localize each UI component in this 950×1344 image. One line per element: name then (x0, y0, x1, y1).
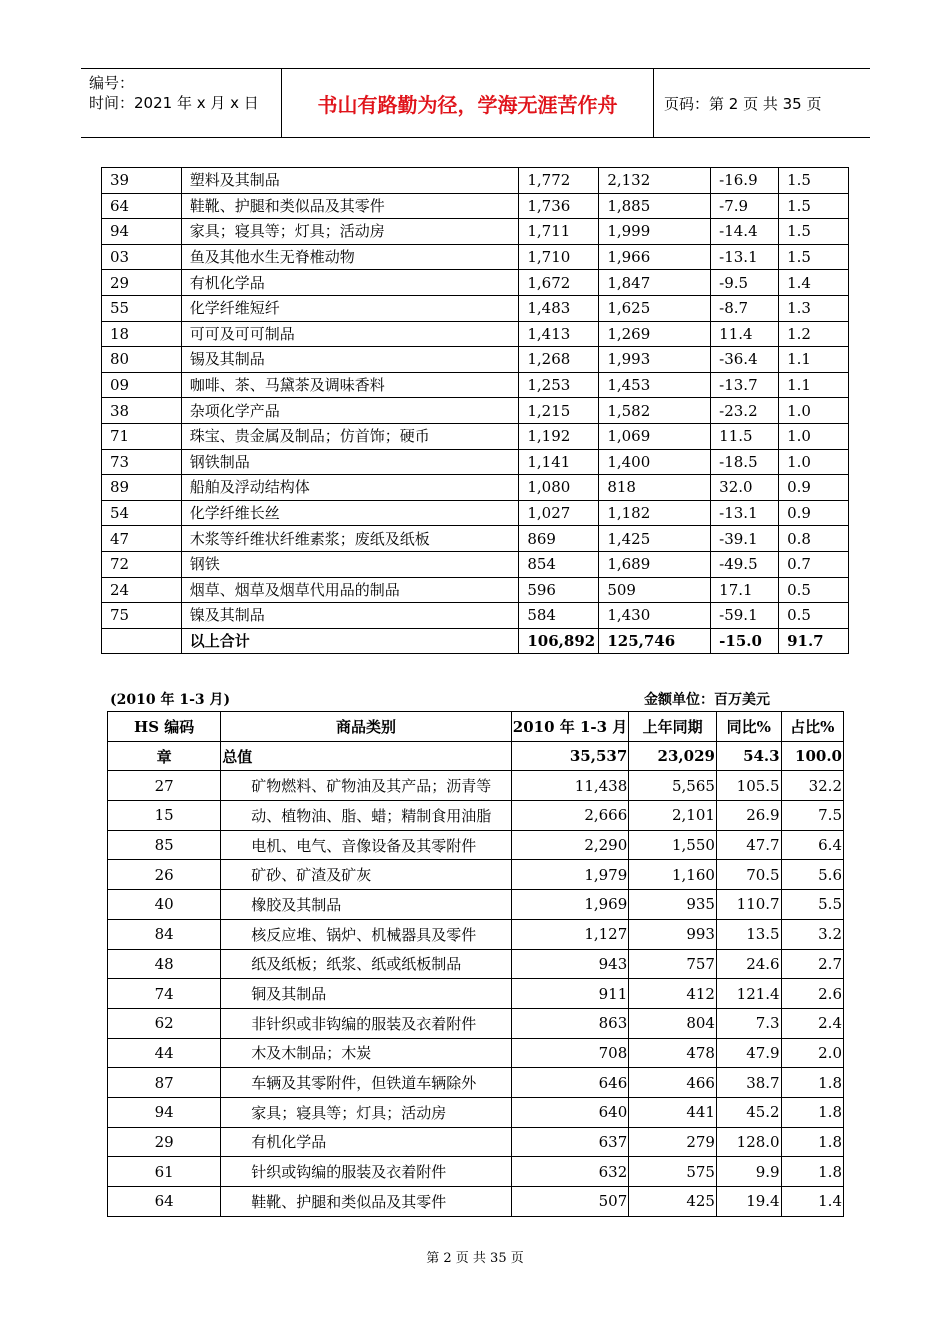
table-cell: 木浆等纤维状纤维素浆；废纸及纸板 (181, 526, 519, 552)
table-cell: 38.7 (716, 1068, 781, 1098)
column-header: 占比% (781, 712, 843, 742)
table-cell: 1,969 (511, 890, 629, 920)
table-cell: -15.0 (711, 628, 779, 654)
table-cell: 71 (102, 423, 182, 449)
table-cell: 章 (108, 741, 221, 771)
table-cell: 15 (108, 801, 221, 831)
table-cell: 矿物燃料、矿物油及其产品；沥青等 (221, 771, 512, 801)
table-cell: 1,966 (599, 244, 711, 270)
table2-period: (2010 年 1-3 月) (110, 692, 231, 708)
table-cell: 27 (108, 771, 221, 801)
table-cell: 818 (599, 475, 711, 501)
table-cell: 1,993 (599, 347, 711, 373)
table-cell: 1,141 (519, 449, 599, 475)
table-cell: 32.2 (781, 771, 843, 801)
table-cell: 1.1 (779, 347, 849, 373)
table-cell: 烟草、烟草及烟草代用品的制品 (181, 577, 519, 603)
table-cell: 29 (108, 1127, 221, 1157)
table-row (108, 741, 844, 771)
table-cell: 54 (102, 500, 182, 526)
table-cell: 425 (629, 1187, 717, 1217)
header-motto: 书山有路勤为径，学海无涯苦作舟 (281, 69, 654, 137)
table-cell: 1.0 (779, 423, 849, 449)
table-cell: -13.1 (711, 244, 779, 270)
table-row (108, 1097, 844, 1127)
table-row (108, 1127, 844, 1157)
table-cell: 1,080 (519, 475, 599, 501)
table-cell: 1,483 (519, 295, 599, 321)
table-cell: 橡胶及其制品 (221, 890, 512, 920)
table-cell: 507 (511, 1187, 629, 1217)
table-cell: 1.8 (781, 1097, 843, 1127)
table-cell: 1.8 (781, 1157, 843, 1187)
column-header: 同比% (716, 712, 781, 742)
table-cell: -18.5 (711, 449, 779, 475)
table-cell: 100.0 (781, 741, 843, 771)
table-cell: -23.2 (711, 398, 779, 424)
table-cell: 3.2 (781, 919, 843, 949)
table-cell: 993 (629, 919, 717, 949)
column-header: 商品类别 (221, 712, 512, 742)
table-cell: 26 (108, 860, 221, 890)
table-row (108, 1068, 844, 1098)
table-cell: 1,182 (599, 500, 711, 526)
table-cell: 509 (599, 577, 711, 603)
table-cell: 1.5 (779, 168, 849, 194)
table-cell: 91.7 (779, 628, 849, 654)
table-cell: 船舶及浮动结构体 (181, 475, 519, 501)
table-cell: 2,132 (599, 168, 711, 194)
table-cell: 塑料及其制品 (181, 168, 519, 194)
table-cell: 1,999 (599, 219, 711, 245)
table-row (102, 295, 849, 321)
table-cell: 29 (102, 270, 182, 296)
table-cell: 64 (108, 1187, 221, 1217)
table-cell: 2.6 (781, 979, 843, 1009)
table-cell: 1.4 (781, 1187, 843, 1217)
table-cell: 1,430 (599, 603, 711, 629)
table-row (102, 475, 849, 501)
table-cell: 39 (102, 168, 182, 194)
table-cell: -13.7 (711, 372, 779, 398)
table-cell: 55 (102, 295, 182, 321)
table-cell: 03 (102, 244, 182, 270)
table-cell: 80 (102, 347, 182, 373)
table-cell: 1,160 (629, 860, 717, 890)
table-cell: 19.4 (716, 1187, 781, 1217)
table-cell: 0.9 (779, 500, 849, 526)
table-cell: 鱼及其他水生无脊椎动物 (181, 244, 519, 270)
table-cell: 1,413 (519, 321, 599, 347)
table-cell: 757 (629, 949, 717, 979)
table-cell: 纸及纸板；纸浆、纸或纸板制品 (221, 949, 512, 979)
table-cell: -9.5 (711, 270, 779, 296)
table-cell: 化学纤维短纤 (181, 295, 519, 321)
table-cell: 70.5 (716, 860, 781, 890)
table-cell: 电机、电气、音像设备及其零附件 (221, 830, 512, 860)
table-cell: 1,215 (519, 398, 599, 424)
table-cell: 以上合计 (181, 628, 519, 654)
table-cell: 106,892 (519, 628, 599, 654)
table-row (108, 860, 844, 890)
table-cell: 1.1 (779, 372, 849, 398)
table-cell: 9.9 (716, 1157, 781, 1187)
table-cell: 74 (108, 979, 221, 1009)
table-cell: 23,029 (629, 741, 717, 771)
table-cell: 有机化学品 (181, 270, 519, 296)
table-cell: -13.1 (711, 500, 779, 526)
table-cell: 412 (629, 979, 717, 1009)
table-row (102, 526, 849, 552)
table-row (108, 801, 844, 831)
table-cell: 矿砂、矿渣及矿灰 (221, 860, 512, 890)
table-cell: 1,736 (519, 193, 599, 219)
table-row (102, 398, 849, 424)
table-cell: 47.9 (716, 1038, 781, 1068)
table-row (102, 372, 849, 398)
table-cell: 35,537 (511, 741, 629, 771)
table-row (108, 979, 844, 1009)
table-cell: 1,625 (599, 295, 711, 321)
table-cell: 17.1 (711, 577, 779, 603)
header-meta (81, 69, 281, 137)
table-cell: 575 (629, 1157, 717, 1187)
table-row (108, 1187, 844, 1217)
table-cell: 1,710 (519, 244, 599, 270)
table-cell: 1.5 (779, 244, 849, 270)
table-row (102, 193, 849, 219)
import-table-continued (101, 167, 849, 654)
table-cell: 24 (102, 577, 182, 603)
table-cell: 化学纤维长丝 (181, 500, 519, 526)
table-cell: 5.5 (781, 890, 843, 920)
table-cell: 1,711 (519, 219, 599, 245)
table-cell: 家具；寝具等；灯具；活动房 (221, 1097, 512, 1127)
table-cell: 61 (108, 1157, 221, 1187)
table-cell: 1.0 (779, 449, 849, 475)
table-row (102, 577, 849, 603)
table-cell: 杂项化学产品 (181, 398, 519, 424)
column-header: HS 编码 (108, 712, 221, 742)
table-cell: 24.6 (716, 949, 781, 979)
table-cell: 85 (108, 830, 221, 860)
table-cell: 869 (519, 526, 599, 552)
column-header: 2010 年 1-3 月 (511, 712, 629, 742)
table-cell: 家具；寝具等；灯具；活动房 (181, 219, 519, 245)
table-cell: 非针织或非钩编的服装及衣着附件 (221, 1008, 512, 1038)
table-cell: 584 (519, 603, 599, 629)
table-cell: 72 (102, 551, 182, 577)
table-cell: 11.5 (711, 423, 779, 449)
table-cell: 26.9 (716, 801, 781, 831)
table-cell: -8.7 (711, 295, 779, 321)
table-cell: 0.7 (779, 551, 849, 577)
table-cell: 47.7 (716, 830, 781, 860)
table-cell: 1.3 (779, 295, 849, 321)
table-cell: 11,438 (511, 771, 629, 801)
table-row (102, 321, 849, 347)
table-cell: 1.2 (779, 321, 849, 347)
table-cell: 94 (108, 1097, 221, 1127)
column-header: 上年同期 (629, 712, 717, 742)
table-cell: 73 (102, 449, 182, 475)
table-cell: -39.1 (711, 526, 779, 552)
table-cell: -7.9 (711, 193, 779, 219)
table-cell: 121.4 (716, 979, 781, 1009)
table-cell: 1,269 (599, 321, 711, 347)
table-row (102, 551, 849, 577)
table-cell: 车辆及其零附件，但铁道车辆除外 (221, 1068, 512, 1098)
table-cell: 1.8 (781, 1068, 843, 1098)
table-cell: 87 (108, 1068, 221, 1098)
table-row (102, 168, 849, 194)
table-cell: 45.2 (716, 1097, 781, 1127)
table-cell: 咖啡、茶、马黛茶及调味香料 (181, 372, 519, 398)
table-cell: 863 (511, 1008, 629, 1038)
table-cell: 1.8 (781, 1127, 843, 1157)
table-cell: 5.6 (781, 860, 843, 890)
table-cell: 1.0 (779, 398, 849, 424)
table-cell: 1,127 (511, 919, 629, 949)
table-row (102, 347, 849, 373)
table-cell: 总值 (221, 741, 512, 771)
table-cell: 54.3 (716, 741, 781, 771)
table-cell: 木及木制品；木炭 (221, 1038, 512, 1068)
table-cell: 478 (629, 1038, 717, 1068)
table-cell: 针织或钩编的服装及衣着附件 (221, 1157, 512, 1187)
table-cell: 84 (108, 919, 221, 949)
table-row (102, 244, 849, 270)
table-cell: 935 (629, 890, 717, 920)
table-cell: 128.0 (716, 1127, 781, 1157)
table-cell: 40 (108, 890, 221, 920)
table-row (108, 771, 844, 801)
table-cell: 0.5 (779, 603, 849, 629)
table-cell: 锡及其制品 (181, 347, 519, 373)
table-cell: 镍及其制品 (181, 603, 519, 629)
table-row (108, 1157, 844, 1187)
table-cell: 64 (102, 193, 182, 219)
table-cell: 6.4 (781, 830, 843, 860)
table-cell: 0.8 (779, 526, 849, 552)
table-cell: 7.3 (716, 1008, 781, 1038)
table-cell: 1,253 (519, 372, 599, 398)
table-cell: 854 (519, 551, 599, 577)
table-cell: 1.5 (779, 219, 849, 245)
table-cell: 2,666 (511, 801, 629, 831)
table-cell: 75 (102, 603, 182, 629)
table-cell: 珠宝、贵金属及制品；仿首饰；硬币 (181, 423, 519, 449)
table-cell: 鞋靴、护腿和类似品及其零件 (181, 193, 519, 219)
table-cell: 0.9 (779, 475, 849, 501)
table-row (102, 219, 849, 245)
table-cell: 1,453 (599, 372, 711, 398)
table-row (108, 890, 844, 920)
table-row (102, 270, 849, 296)
table-cell: 105.5 (716, 771, 781, 801)
table-cell: 1,192 (519, 423, 599, 449)
table-row (102, 603, 849, 629)
table-cell: 13.5 (716, 919, 781, 949)
table-row (108, 949, 844, 979)
table-cell: 44 (108, 1038, 221, 1068)
table-cell: 2.0 (781, 1038, 843, 1068)
table-cell: 有机化学品 (221, 1127, 512, 1157)
table-cell: 89 (102, 475, 182, 501)
table-cell: 32.0 (711, 475, 779, 501)
table-cell: 708 (511, 1038, 629, 1068)
table-row (108, 919, 844, 949)
table-cell: 1,672 (519, 270, 599, 296)
table-cell (102, 628, 182, 654)
table-cell: -59.1 (711, 603, 779, 629)
table2-unit: 金额单位：百万美元 (644, 692, 770, 708)
table-cell: 110.7 (716, 890, 781, 920)
page-header (81, 68, 870, 138)
table2-caption (110, 689, 770, 709)
table-cell: 596 (519, 577, 599, 603)
page-footer: 第 2 页 共 35 页 (426, 1251, 524, 1266)
number-label: 编号： (89, 74, 135, 92)
table-row (102, 423, 849, 449)
table-row (108, 830, 844, 860)
table-cell: -16.9 (711, 168, 779, 194)
table-cell: 441 (629, 1097, 717, 1127)
table-cell: 18 (102, 321, 182, 347)
table-cell: 47 (102, 526, 182, 552)
table-cell: 动、植物油、脂、蜡；精制食用油脂 (221, 801, 512, 831)
table-cell: 7.5 (781, 801, 843, 831)
table-row (108, 1038, 844, 1068)
table-cell: 1,847 (599, 270, 711, 296)
table-cell: 1.4 (779, 270, 849, 296)
table-cell: 804 (629, 1008, 717, 1038)
table-cell: 2,101 (629, 801, 717, 831)
table-cell: 1,885 (599, 193, 711, 219)
table-cell: 钢铁制品 (181, 449, 519, 475)
table-cell: 466 (629, 1068, 717, 1098)
table-cell: -14.4 (711, 219, 779, 245)
table-cell: 94 (102, 219, 182, 245)
table-cell: -36.4 (711, 347, 779, 373)
table-cell: 911 (511, 979, 629, 1009)
time-label: 时间：2021 年 x 月 x 日 (89, 94, 259, 112)
table-row (108, 1008, 844, 1038)
table-cell: 0.5 (779, 577, 849, 603)
table-cell: 1,425 (599, 526, 711, 552)
table-cell: 1,772 (519, 168, 599, 194)
header-page-label: 页码：第 2 页 共 35 页 (664, 94, 822, 113)
table-row (102, 628, 849, 654)
table-cell: 1.5 (779, 193, 849, 219)
table-cell: 1,400 (599, 449, 711, 475)
table-cell: 2.4 (781, 1008, 843, 1038)
table-cell: 1,268 (519, 347, 599, 373)
table-row (102, 500, 849, 526)
table-cell: 62 (108, 1008, 221, 1038)
table-cell: 1,027 (519, 500, 599, 526)
table-cell: 38 (102, 398, 182, 424)
table-cell: 1,582 (599, 398, 711, 424)
table-cell: 核反应堆、锅炉、机械器具及零件 (221, 919, 512, 949)
table-cell: 鞋靴、护腿和类似品及其零件 (221, 1187, 512, 1217)
table-cell: 637 (511, 1127, 629, 1157)
import-table-2010q1 (107, 711, 844, 1217)
table-cell: 2,290 (511, 830, 629, 860)
table-cell: 943 (511, 949, 629, 979)
table-cell: 2.7 (781, 949, 843, 979)
table-cell: 可可及可可制品 (181, 321, 519, 347)
table-cell: 11.4 (711, 321, 779, 347)
table-cell: 640 (511, 1097, 629, 1127)
table-cell: 铜及其制品 (221, 979, 512, 1009)
table-header-row (108, 712, 844, 742)
table-cell: 09 (102, 372, 182, 398)
table-cell: 125,746 (599, 628, 711, 654)
table-cell: 632 (511, 1157, 629, 1187)
table-cell: 646 (511, 1068, 629, 1098)
table-cell: 1,689 (599, 551, 711, 577)
table-cell: 279 (629, 1127, 717, 1157)
table-cell: 5,565 (629, 771, 717, 801)
table-cell: 1,979 (511, 860, 629, 890)
table-row (102, 449, 849, 475)
table-cell: -49.5 (711, 551, 779, 577)
table-cell: 钢铁 (181, 551, 519, 577)
table-cell: 1,069 (599, 423, 711, 449)
table-cell: 1,550 (629, 830, 717, 860)
table-cell: 48 (108, 949, 221, 979)
